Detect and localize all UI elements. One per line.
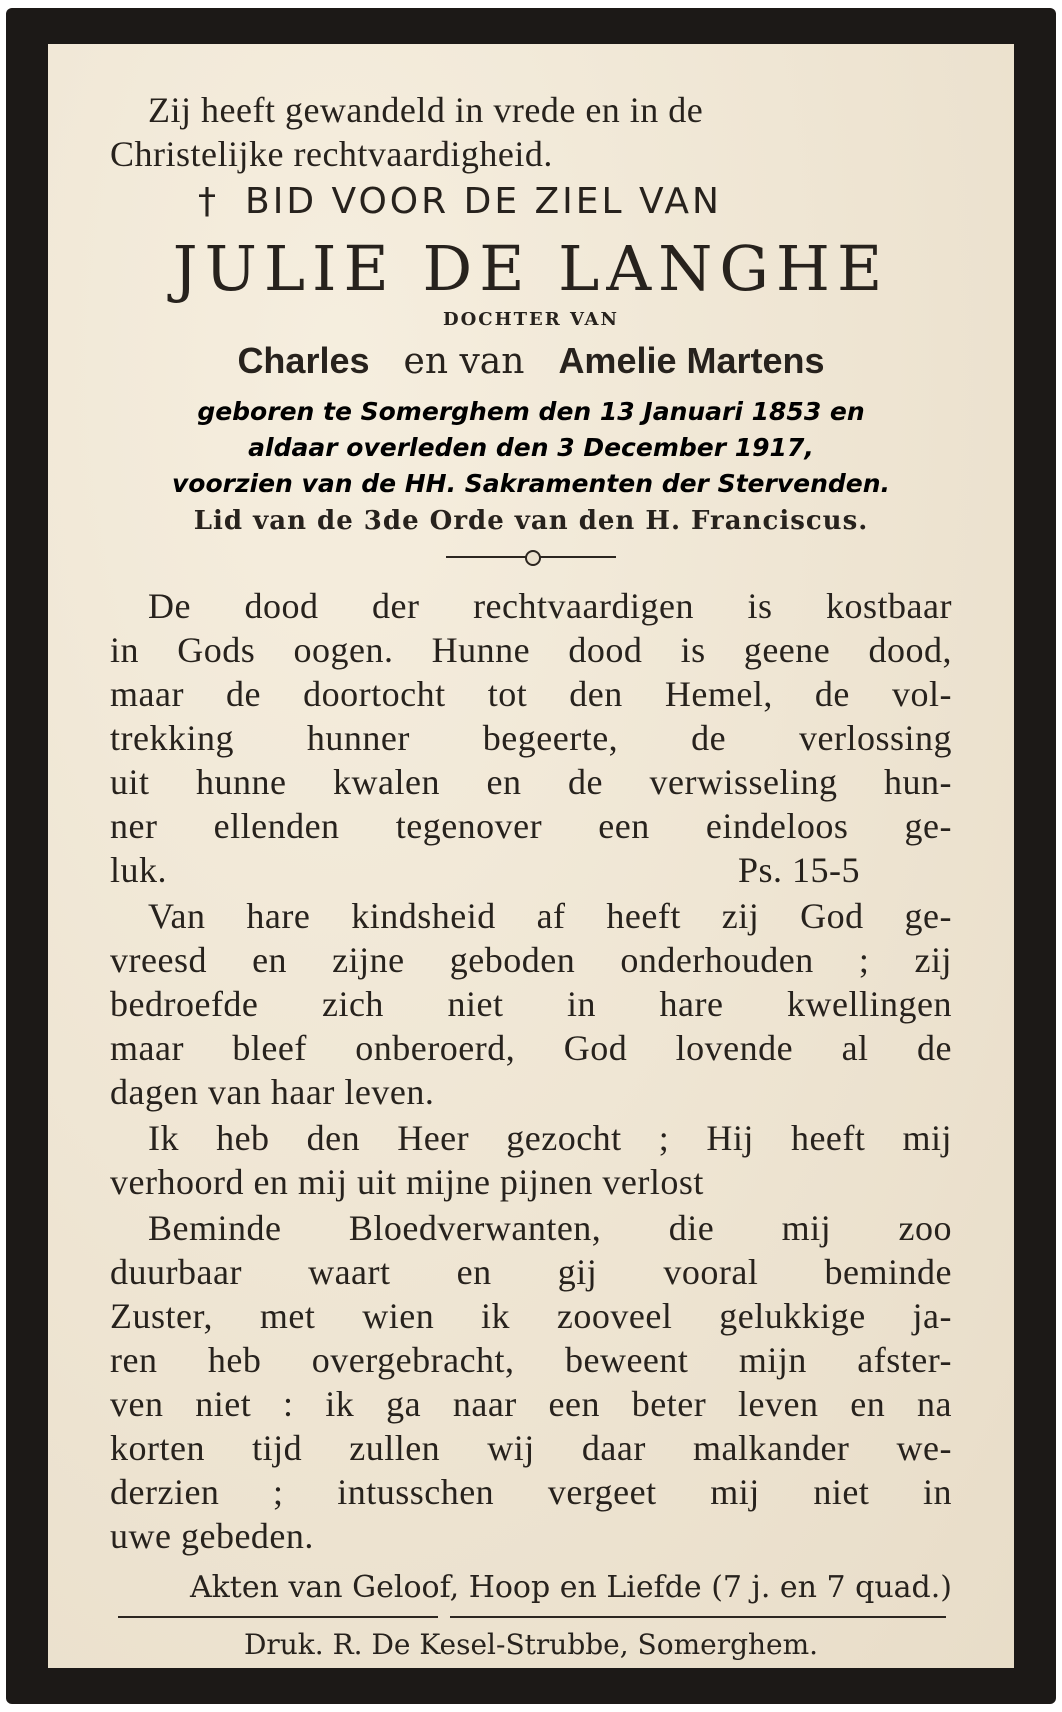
ornament-center: [525, 550, 541, 566]
indulgence-note: Akten van Geloof, Hoop en Liefde (7 j. en 7 quad.): [189, 1570, 952, 1605]
p1-line-4: trekking hunner begeerte, de verlossing: [110, 718, 952, 758]
footer-rule-right: [450, 1616, 946, 1618]
p4-line-3: Zuster, met wien ik zooveel gelukkige ja-: [110, 1296, 952, 1336]
epigraph-line-2: Christelijke rechtvaardigheid.: [110, 134, 553, 174]
p1-line-2: in Gods oogen. Hunne dood is geene dood,: [110, 630, 952, 670]
p4-line-5: ven niet : ik ga naar een beter leven en na: [110, 1384, 952, 1424]
printer-credit: Druk. R. De Kesel-Strubbe, Somerghem.: [243, 1628, 819, 1661]
pray-text: BID VOOR DE ZIEL VAN: [245, 181, 722, 222]
epigraph-line-1: Zij heeft gewandeld in vrede en in de: [148, 90, 704, 130]
p1-line-5: uit hunne kwalen en de verwisseling hun-: [110, 762, 952, 802]
death-line: aldaar overleden den 3 December 1917,: [248, 433, 814, 462]
pray-heading: [198, 180, 818, 224]
p4-line-8: uwe gebeden.: [110, 1516, 314, 1556]
p4-line-6: korten tijd zullen wij daar malkander we-: [110, 1428, 952, 1468]
p4-line-1: Beminde Bloedverwanten, die mij zoo: [148, 1208, 952, 1248]
parents-line: [110, 334, 952, 388]
p2-line-4: maar bleef onberoerd, God lovende al de: [110, 1028, 952, 1068]
p1-line-3: maar de doortocht tot den Hemel, de vol-: [110, 674, 952, 714]
cross-icon: †: [198, 181, 219, 222]
sacraments-line: voorzien van de HH. Sakramenten der Stervenden.: [171, 469, 891, 498]
p4-line-7: derzien ; intusschen vergeet mij niet in: [110, 1472, 952, 1512]
father-name: Charles: [237, 340, 370, 381]
mother-name: Amelie Martens: [558, 340, 825, 381]
memorial-card-border: [6, 8, 1056, 1704]
p2-line-3: bedroefde zich niet in hare kwellingen: [110, 984, 952, 1024]
p2-line-5: dagen van haar leven.: [110, 1072, 435, 1112]
order-membership: Lid van de 3de Orde van den H. Franciscus.: [193, 506, 869, 536]
p1-line-6: ner ellenden tegenover een eindeloos ge-: [110, 806, 952, 846]
deceased-name: JULIE DE LANGHE: [172, 232, 890, 305]
p2-line-1: Van hare kindsheid af heeft zij God ge-: [148, 896, 952, 936]
memorial-card: [48, 44, 1014, 1668]
p1-line-7: luk.: [110, 850, 168, 890]
parents-connector: en van: [403, 341, 525, 382]
p3-line-2: verhoord en mij uit mijne pijnen verlost: [110, 1162, 704, 1202]
p3-line-1: Ik heb den Heer gezocht ; Hij heeft mij: [148, 1118, 952, 1158]
psalm-reference: Ps. 15-5: [738, 850, 861, 890]
p1-line-1: De dood der rechtvaardigen is kostbaar: [148, 586, 952, 626]
p4-line-4: ren heb overgebracht, beweent mijn afster-: [110, 1340, 952, 1380]
birth-line: geboren te Somerghem den 13 Januari 1853 en: [197, 397, 865, 426]
daughter-of: DOCHTER VAN: [443, 309, 619, 330]
p4-line-2: duurbaar waart en gij vooral beminde: [110, 1252, 952, 1292]
p2-line-2: vreesd en zijne geboden onderhouden ; zij: [110, 940, 952, 980]
footer-rule-left: [118, 1616, 438, 1618]
